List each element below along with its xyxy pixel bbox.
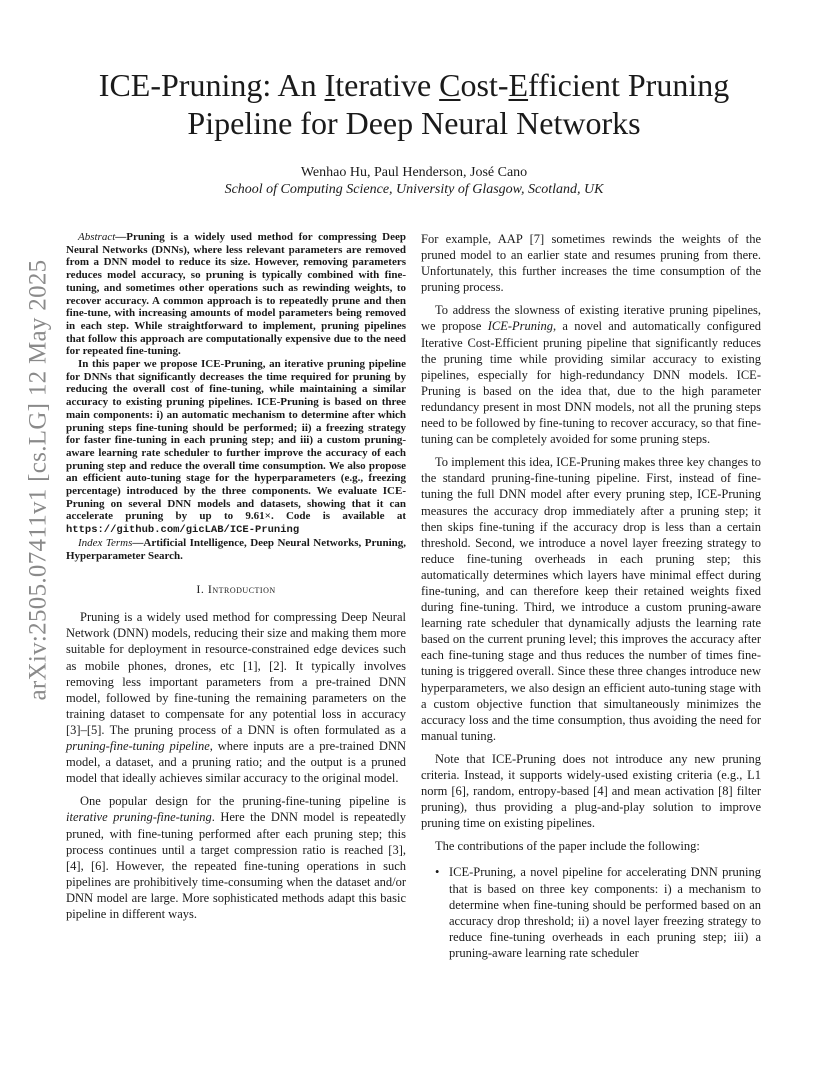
author-list: Wenhao Hu, Paul Henderson, José Cano [300, 165, 528, 180]
right-column [421, 231, 761, 961]
index-terms [66, 537, 406, 562]
intro-paragraph-7: The contributions of the paper include the following: [435, 839, 700, 854]
paragraph-text: , a novel and automatically configured Iterative Cost-Efficient pruning pipeline that significantly reduces the pruning time while providing similar accuracy to existing pipelines, especially for high-redundancy DNN models. ICE-Pruning is based on the idea that, due to the high parameter redundancy present in most DNN models, not all the pruning steps need to be followed by fine-tuning to recover accuracy, so that fine-tuning can be completely avoided for some pruning steps. [421, 319, 762, 447]
title-text: ICE-Pruning: An [98, 67, 325, 103]
intro-paragraph-1 [66, 609, 406, 786]
arxiv-stamp-text: arXiv:2505.07411v1 [cs.LG] 12 May 2025 [24, 259, 51, 701]
section-number: I. [196, 582, 208, 597]
list-item: • ICE-Pruning, a novel pipeline for accelerating DNN pruning that is based on three key components: i) a mechanism to determine when fine-tuning should be performed based on an accuracy drop threshold; ii) a novel layer freezing strategy to reduce fine-tuning overheads in each pruning step; iii) a pruning-aware learning rate scheduler [435, 864, 761, 961]
section-heading-introduction [66, 582, 406, 597]
abstract [66, 231, 406, 562]
abstract-label: Abstract [78, 231, 116, 243]
paper-title [60, 66, 768, 142]
intro-paragraph-3: For example, AAP [7] sometimes rewinds the weights of the pruned model to an earlier state and resumes pruning from there. Unfortunately, this further increases the time consumption of the pruning process. [421, 232, 761, 295]
title-text: ost- [460, 67, 509, 103]
intro-paragraph-5: To implement this idea, ICE-Pruning makes three key changes to the standard pruning-fine-tuning pipeline. First, instead of fine-tuning the full DNN model after every pruning step, ICE-Pruning measures the accuracy drop immediately after a pruning step; it then skips fine-tuning if the accuracy drop is less than a certain threshold. Second, we introduce a novel layer freezing strategy to reduce fine-tuning overheads in each pruning step; this automatically determines which layers have minimal effect during fine-tuning, and can therefore keep their retained weights fixed during fine-tuning. Third, we introduce a custom pruning-aware learning rate scheduler that dynamically adjusts the learning rate based on the current pruning level; this improves the accuracy after each fine-tuning stage and thus reduces the number of times fine-tuning is triggered overall. Since these three changes introduce new hyperparameters, we also design an efficient auto-tuning stage with a custom objective function that simultaneously minimizes the accuracy loss and the time consumption, thus avoiding the need for manual tuning. [421, 455, 761, 743]
paragraph-text: To address the slowness of existing iterative pruning pipelines, we propose [421, 303, 761, 334]
index-terms-text: —Artificial Intelligence, Deep Neural Networks, Pruning, Hyperparameter Search. [66, 536, 406, 562]
abstract-text: —Pruning is a widely used method for compressing Deep Neural Networks (DNNs), where less relevant parameters are removed from a DNN model to reduce its size. However, removing parameters reduces model accuracy, so pruning is typically combined with fine-tuning, and sometimes other operations such as rewinding weights, to recover accuracy. A common approach is to repeatedly prune and then fine-tune, with increasing amounts of model parameters being removed in each step. While straightforward to implement, pruning pipelines that follow this approach are computationally expensive due to the need for repeated fine-tuning. [66, 231, 406, 358]
left-column [66, 231, 406, 922]
intro-left [66, 609, 406, 922]
title-text: terative [335, 67, 440, 103]
title-underlined-letter: C [439, 67, 461, 103]
code-url: https://github.com/gicLAB/ICE-Pruning [66, 524, 300, 537]
intro-paragraph-4 [421, 302, 761, 447]
abstract-paragraph-2 [66, 358, 406, 537]
emphasis-text: pruning-fine-tuning pipeline [66, 739, 210, 754]
paragraph-text: . Here the DNN model is repeatedly pruned, with fine-tuning performed after each pruning step; this process continues until a target compression ratio is reached [3], [4], [6]. However, the repeated fine-tuning operations in such pipelines are prohibitively time-consuming when the dataset and/or DNN model are large. More sophisticated methods adapt this basic pipeline in different ways. [66, 810, 406, 921]
title-underlined-letter: I [324, 67, 336, 103]
arxiv-stamp [8, 259, 68, 701]
title-text: fficient Pruning [528, 67, 730, 103]
abstract-text: In this paper we propose ICE-Pruning, an iterative pruning pipeline for DNNs that significantly decreases the time required for pruning by reducing the overall cost of fine-tuning, while maintaining a similar accuracy to existing pruning pipelines. ICE-Pruning is based on three main components: i) an automatic mechanism to determine after which pruning steps fine-tuning should be performed; ii) a freezing strategy for faster fine-tuning in each pruning step; and iii) a custom pruning-aware learning rate scheduler to further improve the accuracy of each pruning step and reduce the overall time consumption. We also propose an efficient auto-tuning stage for the hyperparameters (e.g., freezing percentage) introduced by the three components. We evaluate ICE-Pruning on several DNN models and datasets, showing that it can accelerate pruning by up to 9.61×. Code is available at [66, 358, 406, 523]
section-name: Introduction [207, 582, 276, 597]
index-terms-label: Index Terms [78, 536, 133, 549]
paragraph-text: , where inputs are a pre-trained DNN model, a dataset, and a pruning ratio; and the output is a pruned model that ideally achieves similar accuracy to the original model. [66, 739, 407, 786]
contributions-list [421, 864, 761, 961]
intro-paragraph-2 [66, 793, 406, 922]
paragraph-text: One popular design for the pruning-fine-tuning pipeline is [80, 794, 406, 809]
title-line-1 [60, 66, 768, 104]
emphasis-text: ICE-Pruning [487, 319, 553, 334]
intro-paragraph-6: Note that ICE-Pruning does not introduce any new pruning criteria. Instead, it supports widely-used existing criteria (e.g., L1 norm [6], random, entropy-based [4] and mean activation [8] filter pruning), thus providing a plug-and-play solution to improve pruning time on existing pipelines. [421, 751, 761, 831]
affiliation: School of Computing Science, University of Glasgow, Scotland, UK [224, 182, 604, 197]
emphasis-text: iterative pruning-fine-tuning [66, 810, 212, 825]
title-line-2: Pipeline for Deep Neural Networks [187, 105, 641, 141]
title-underlined-letter: E [508, 67, 529, 103]
paragraph-text: Pruning is a widely used method for compressing Deep Neural Network (DNN) models, reducing their size and making them more suitable for deployment in resource-constrained edge devices such as mobile phones, drones, etc [1], [2]. It typically involves removing less important parameters from a pre-trained DNN model, followed by fine-tuning the remaining parameters on the training dataset to compensate for any potential loss in accuracy [3]–[5]. The pruning process of a DNN is often formulated as a [66, 610, 406, 737]
abstract-paragraph-1 [66, 231, 406, 358]
